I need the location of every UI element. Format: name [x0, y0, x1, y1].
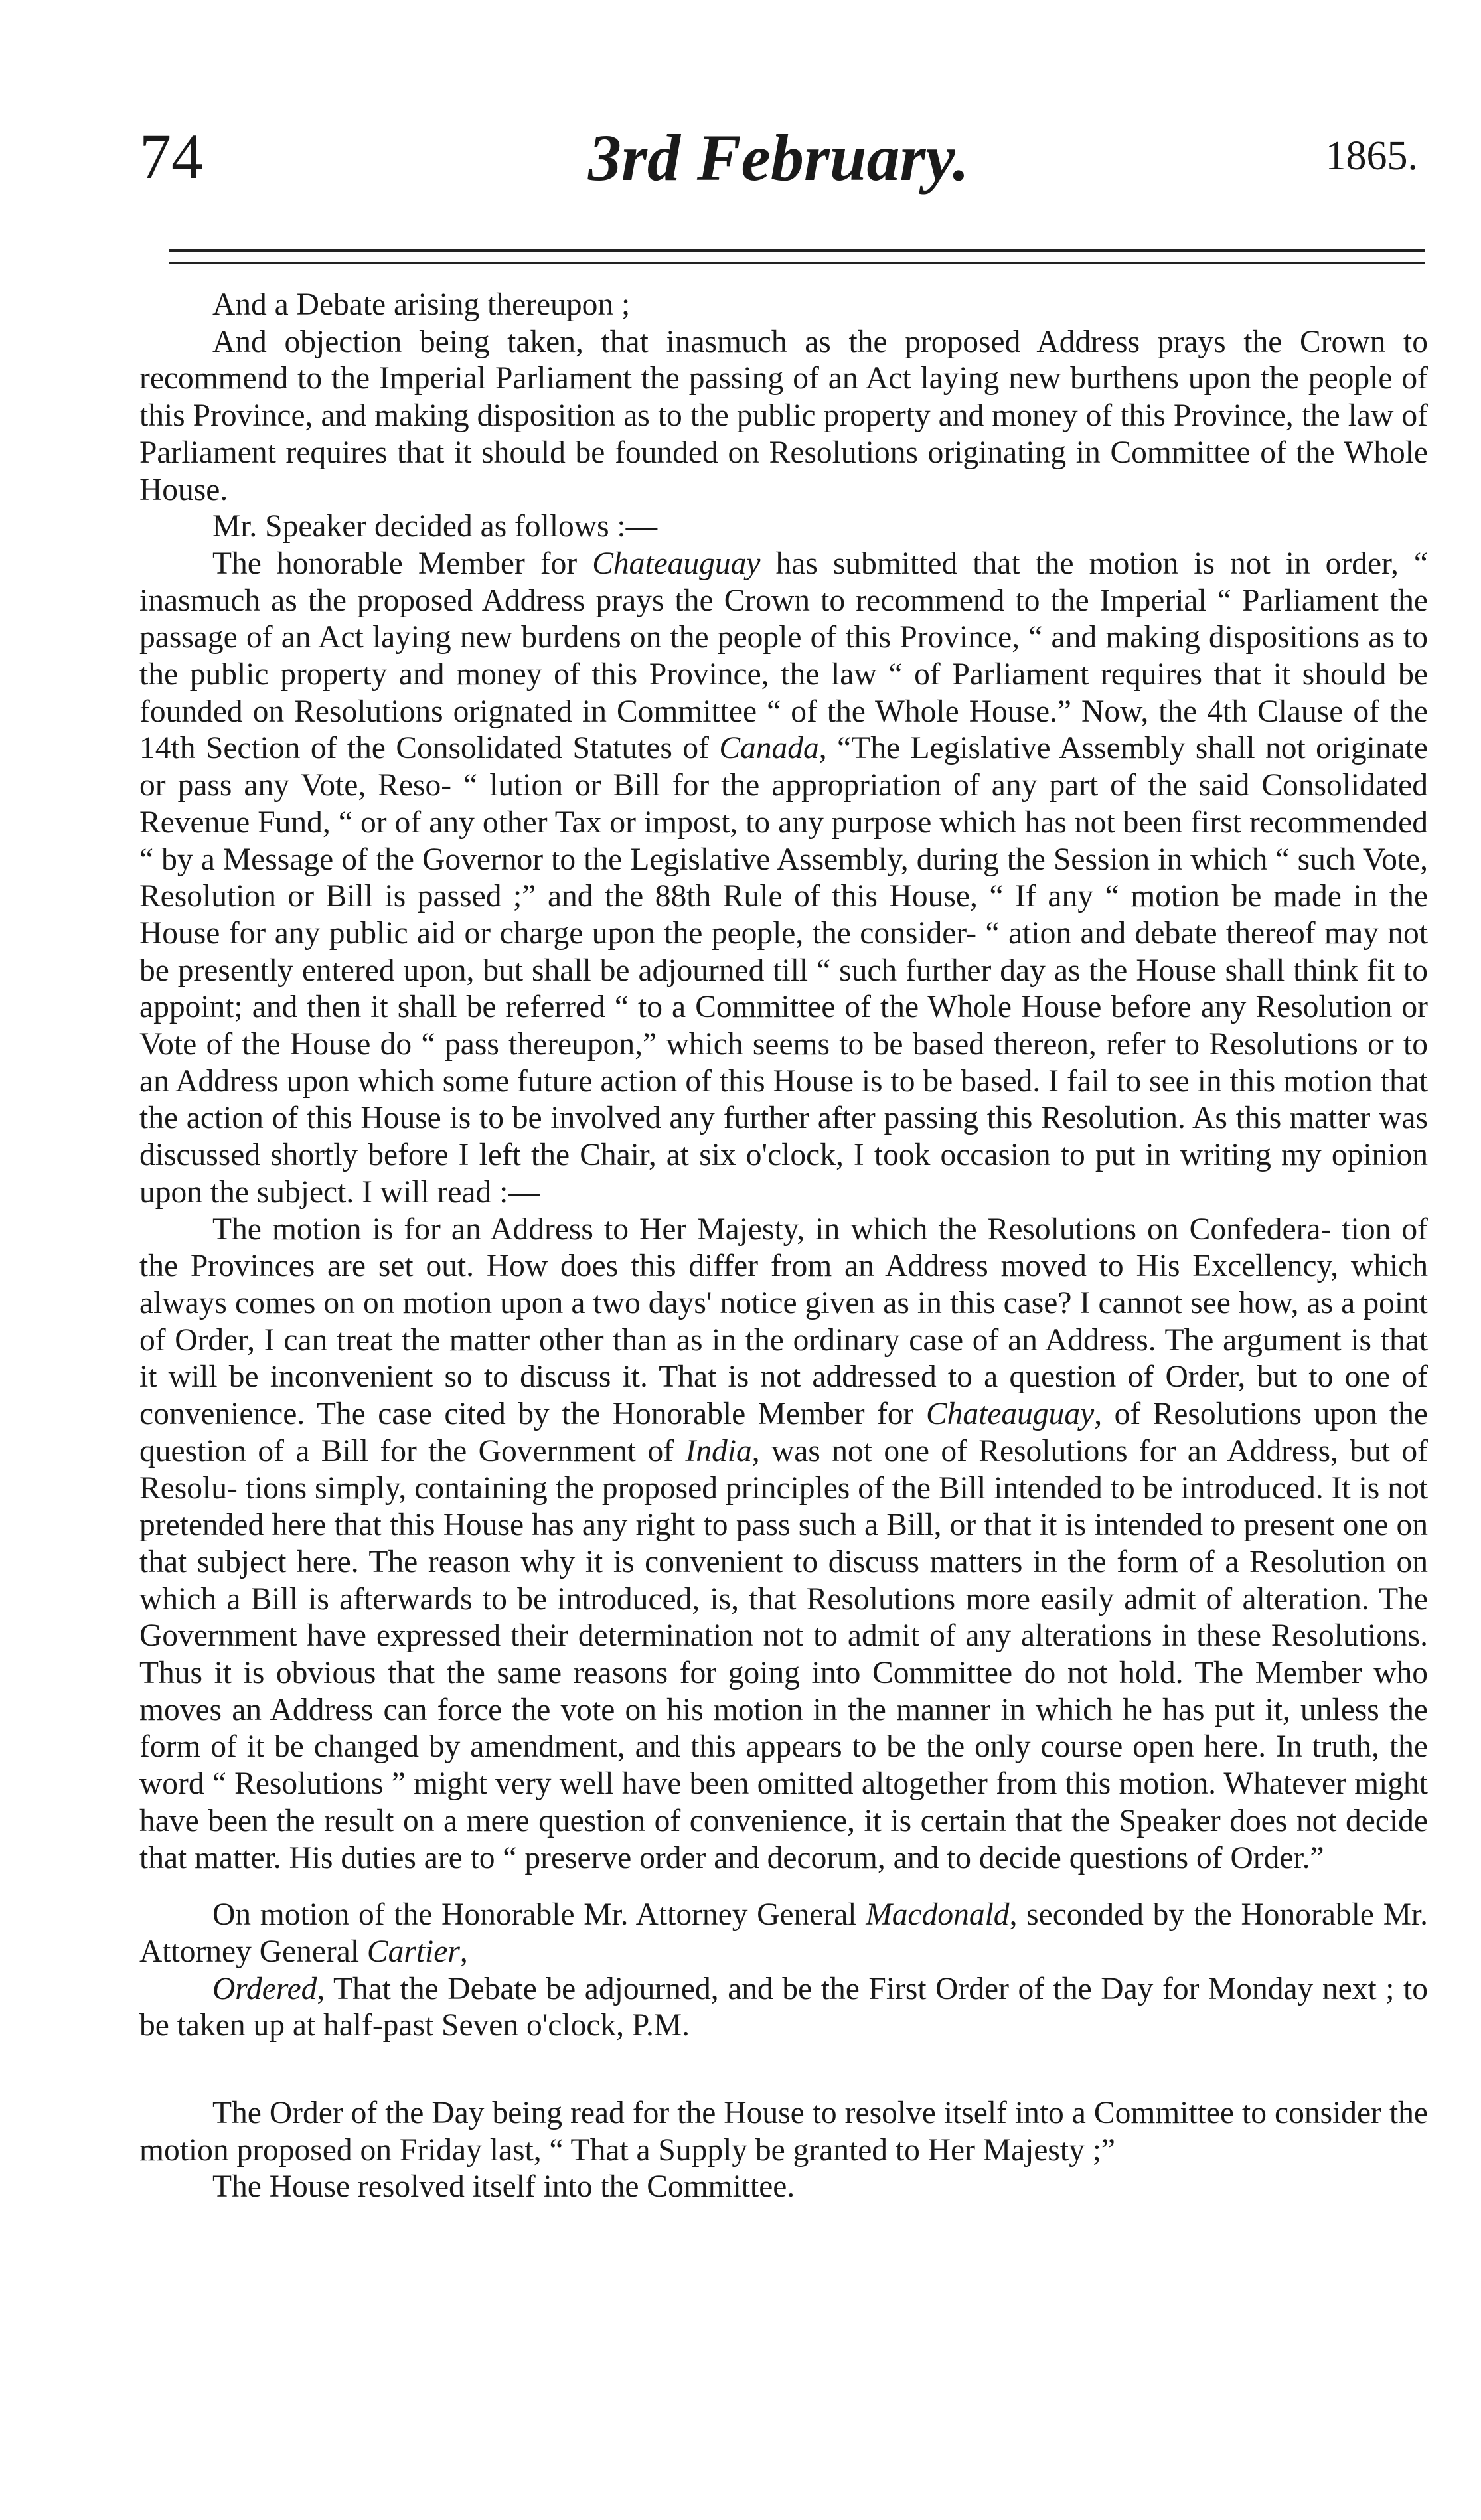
- paragraph-speaker-decided: Mr. Speaker decided as follows :—: [212, 509, 658, 544]
- paragraph-house-resolved: The House resolved itself into the Committee.: [212, 2169, 795, 2205]
- italic-name: Macdonald: [866, 1897, 1010, 1932]
- paragraph-objection: And objection being taken, that inasmuch as the proposed Address prays the Crown to recommend to the Imperial Parliament the passing of an Act laying new burthens upon the people of this Province, and making disposition as to the public property and money of this Province, the law of Parliament requires that it should be founded on Resolutions originating in Committee of the Whole House.: [139, 324, 1428, 507]
- italic-name: Chateauguay: [592, 546, 761, 581]
- page-number: 74: [139, 121, 203, 192]
- page-body: [139, 287, 1428, 2206]
- paragraph-written-opinion: The motion is for an Address to Her Majesty, in which the Resolutions on Confedera- tion of the Provinces are set out. How does this differ from an Address moved to His Excellency, which always comes on on motion upon a two days' notice given as in this case? I cannot see how, as a point of Order, I can treat the matter other than as in the ordinary case of an Address. The argument is that it will be inconvenient so to discuss it. That is not addressed to a question of Order, but to one of convenience. The case cited by the Honorable Member for Chateauguay, of Resolutions upon the question of a Bill for the Government of India, was not one of Resolutions for an Address, but of Resolu- tions simply, containing the proposed principles of the Bill intended to be introduced. It is not pretended here that this House has any right to pass such a Bill, or that it is intended to present one on that subject here. The reason why it is convenient to discuss matters in the form of a Resolution on which a Bill is afterwards to be introduced, is, that Resolutions more easily admit of alteration. The Government have expressed their determination not to admit of any alterations in these Resolutions. Thus it is obvious that the same reasons for going into Committee do not hold. The Member who moves an Address can force the vote on his motion in the manner in which he has put it, unless the form of it be changed by amendment, and this appears to be the only course open here. In truth, the word “ Resolutions ” might very well have been omitted altogether from this motion. Whatever might have been the result on a mere question of convenience, it is certain that the Speaker does not decide that matter. His duties are to “ preserve order and decorum, and to decide questions of Order.”: [139, 1212, 1428, 1875]
- page-title: 3rd February.: [587, 121, 970, 195]
- italic-name: Ordered: [212, 1971, 317, 2006]
- paragraph-order-of-day: The Order of the Day being read for the House to resolve itself into a Committee to consider the motion proposed on Friday last, “ That a Supply be granted to Her Majesty ;”: [139, 2096, 1428, 2167]
- paragraph-debate-arising: And a Debate arising thereupon ;: [212, 287, 631, 322]
- italic-name: Chateauguay: [925, 1397, 1095, 1432]
- italic-name: India: [685, 1433, 752, 1468]
- italic-name: Canada: [719, 731, 819, 766]
- page-header: [139, 119, 1418, 219]
- italic-name: Cartier: [366, 1934, 460, 1969]
- paragraph-ordered: Ordered, That the Debate be adjourned, and be the First Order of the Day for Monday next ; to be taken up at half-past Seven o'clock, P.M.: [139, 1971, 1428, 2043]
- header-double-rule: [169, 249, 1425, 264]
- paragraph-motion-adjourn: On motion of the Honorable Mr. Attorney General Macdonald, seconded by the Honorable Mr. Attorney General Cartier,: [139, 1897, 1429, 1969]
- paragraph-speaker-ruling: The honorable Member for Chateauguay has submitted that the motion is not in order, “ inasmuch as the proposed Address prays the Crown to recommend to the Imperial “ Parliament the passage of an Act laying new burdens on the people of this Province, “ and making dispositions as to the public property and money of this Province, the law “ of Parliament requires that it should be founded on Resolutions orignated in Committee “ of the Whole House.” Now, the 4th Clause of the 14th Section of the Consolidated Statutes of Canada, “The Legislative Assembly shall not originate or pass any Vote, Reso- “ lution or Bill for the appropriation of any part of the said Consolidated Revenue Fund, “ or of any other Tax or impost, to any purpose which has not been first recommended “ by a Message of the Governor to the Legislative Assembly, during the Session in which “ such Vote, Resolution or Bill is passed ;” and the 88th Rule of this House, “ If any “ motion be made in the House for any public aid or charge upon the people, the consider- “ ation and debate thereof may not be presently entered upon, but shall be adjourned till “ such further day as the House shall think fit to appoint; and then it shall be referred “ to a Committee of the Whole House before any Resolution or Vote of the House do “ pass thereupon,” which seems to be based thereon, refer to Resolutions or to an Address upon which some future action of this House is to be based. I fail to see in this motion that the action of this House is to be involved any further after passing this Resolution. As this matter was discussed shortly before I left the Chair, at six o'clock, I took occasion to put in writing my opinion upon the subject. I will read :—: [139, 546, 1428, 1210]
- page-year: 1865.: [1325, 133, 1418, 179]
